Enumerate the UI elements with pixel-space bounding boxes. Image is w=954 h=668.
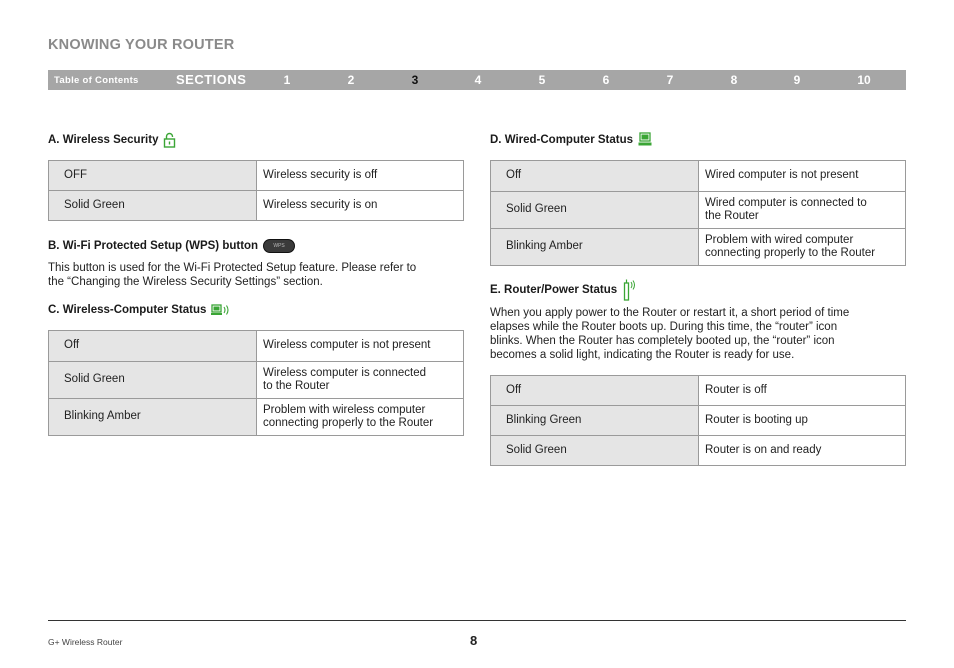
table-row: [49, 362, 464, 399]
description-cell: Wireless security is off: [257, 161, 464, 191]
text-line: Wireless computer is not present: [263, 339, 431, 352]
table-row: [491, 161, 906, 192]
state-cell: Off: [49, 331, 257, 362]
section-link-6[interactable]: 6: [602, 73, 610, 87]
table-row: [49, 331, 464, 362]
wired-computer-icon: [638, 132, 653, 147]
description-cell: [257, 399, 464, 436]
wired-computer-table: [490, 160, 906, 266]
state-cell: Solid Green: [491, 192, 699, 229]
table-row: [491, 229, 906, 266]
wireless-security-table: [48, 160, 464, 221]
section-d-heading: [490, 132, 653, 147]
section-d-title: D. Wired-Computer Status: [490, 133, 634, 146]
text-line: connecting properly to the Router: [263, 417, 434, 429]
section-link-7[interactable]: 7: [666, 73, 674, 87]
state-cell: Solid Green: [491, 436, 699, 466]
table-of-contents-link[interactable]: Table of Contents: [54, 75, 139, 86]
section-a-heading: [48, 132, 176, 148]
section-b-title: B. Wi-Fi Protected Setup (WPS) button: [48, 240, 259, 252]
state-cell: Blinking Green: [491, 406, 699, 436]
description-cell: Router is on and ready: [699, 436, 906, 466]
wireless-computer-table: [48, 330, 464, 436]
wireless-computer-icon: [211, 303, 231, 317]
section-link-8[interactable]: 8: [730, 73, 738, 87]
text-line: elapses while the Router boots up. During this time, the “router” icon: [490, 321, 838, 333]
description-cell: [257, 331, 464, 362]
footer-divider: [48, 620, 906, 621]
router-icon: [622, 279, 636, 301]
table-row: [49, 191, 464, 221]
text-line: to the Router: [263, 380, 330, 392]
text-line: Wired computer is connected to: [705, 196, 867, 209]
state-cell: OFF: [49, 161, 257, 191]
description-cell: Router is off: [699, 376, 906, 406]
section-c-title: C. Wireless-Computer Status: [48, 304, 207, 316]
page-number: 8: [470, 633, 478, 648]
section-link-1[interactable]: 1: [283, 73, 291, 87]
section-link-10[interactable]: 10: [857, 73, 871, 87]
text-line: blinks. When the Router has completely booted up, the “router” icon: [490, 335, 835, 347]
description-cell: [257, 362, 464, 399]
state-cell: Blinking Amber: [491, 229, 699, 266]
section-a-title: A. Wireless Security: [48, 134, 159, 146]
sections-label: SECTIONS: [176, 72, 247, 87]
state-cell: Solid Green: [49, 191, 257, 221]
text-line: Wireless computer is connected: [263, 366, 426, 379]
wps-button-label: WPS: [273, 243, 285, 249]
state-cell: Off: [491, 161, 699, 192]
table-row: [491, 376, 906, 406]
text-line: Wired computer is not present: [705, 169, 859, 182]
router-power-table: [490, 375, 906, 466]
description-cell: [699, 192, 906, 229]
text-line: becomes a solid light, indicating the Router is ready for use.: [490, 349, 795, 361]
chapter-title: KNOWING YOUR ROUTER: [48, 37, 235, 53]
section-navbar: [48, 70, 906, 90]
wps-button-icon: [263, 239, 295, 253]
state-cell: Solid Green: [49, 362, 257, 399]
section-link-3[interactable]: 3: [411, 73, 419, 87]
description-cell: [699, 161, 906, 192]
text-line: Problem with wireless computer: [263, 403, 426, 416]
text-line: Problem with wired computer: [705, 233, 854, 246]
section-e-title: E. Router/Power Status: [490, 284, 618, 296]
footer-product-name: G+ Wireless Router: [48, 637, 123, 647]
text-line: the Router: [705, 210, 759, 222]
state-cell: Off: [491, 376, 699, 406]
table-row: [491, 436, 906, 466]
section-link-4[interactable]: 4: [474, 73, 482, 87]
text-line: connecting properly to the Router: [705, 247, 876, 259]
text-line: the “Changing the Wireless Security Settings” section.: [48, 276, 323, 288]
section-c-heading: [48, 303, 231, 317]
lock-icon: [163, 132, 176, 148]
description-cell: [699, 229, 906, 266]
section-link-5[interactable]: 5: [538, 73, 546, 87]
wps-description: [48, 261, 468, 289]
description-cell: Wireless security is on: [257, 191, 464, 221]
section-link-9[interactable]: 9: [793, 73, 801, 87]
section-b-heading: [48, 239, 295, 253]
table-row: [491, 192, 906, 229]
table-row: [49, 399, 464, 436]
description-cell: Router is booting up: [699, 406, 906, 436]
section-e-heading: [490, 279, 636, 301]
text-line: When you apply power to the Router or restart it, a short period of time: [490, 307, 850, 319]
table-row: [491, 406, 906, 436]
section-link-2[interactable]: 2: [347, 73, 355, 87]
router-status-description: [490, 306, 910, 362]
text-line: This button is used for the Wi-Fi Protected Setup feature. Please refer to: [48, 262, 417, 274]
table-row: [49, 161, 464, 191]
state-cell: Blinking Amber: [49, 399, 257, 436]
